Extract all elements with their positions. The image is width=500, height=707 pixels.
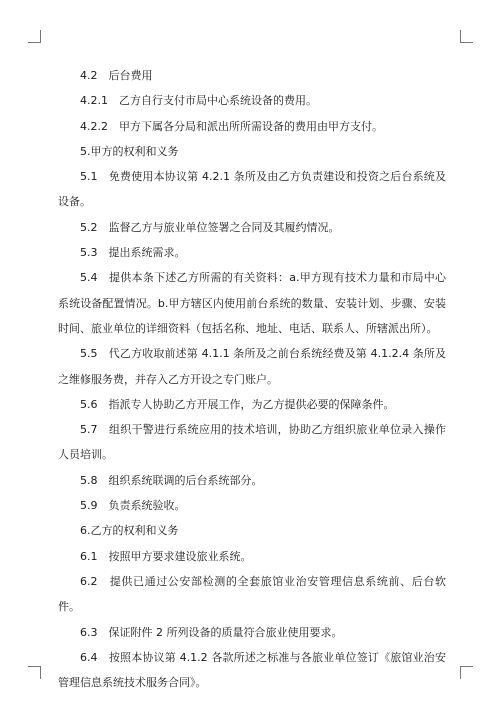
clause-5-8: 5.8 组织系统联调的后台系统部分。 [80,473,263,487]
section-4-2: 4.2 后台费用 [80,69,153,82]
clause-5-4: 5.4 提供本条下述乙方所需的有关资料：a.甲方现有技术力量和市局中心系统设备配置情况。b.甲方辖区内使用前台系统的数量、安装计划、步骤、安装时间、旅业单位的详细资料（包括名称、地址、电话、联系人、所辖派出所）。 [58,271,446,335]
crop-mark-bottom-right [460,666,473,679]
clause-5-2: 5.2 监督乙方与旅业单位签署之合同及其履约情况。 [80,220,340,234]
clause-5-3: 5.3 提出系统需求。 [80,246,186,260]
clause-4-2-1: 4.2.1 乙方自行支付市局中心系统设备的费用。 [80,94,317,108]
clause-6-1: 6.1 按照甲方要求建设旅业系统。 [80,549,252,563]
crop-mark-top-left [28,30,41,43]
clause-6-4: 6.4 按照本协议第 4.1.2 各款所述之标准与各旅业单位签订《旅馆业治安管理信息系统技术服务合同》。 [58,650,446,690]
document-body [58,63,446,695]
clause-5-7: 5.7 组织干警进行系统应用的技术培训，协助乙方组织旅业单位录入操作人员培训。 [58,423,446,462]
clause-5-9: 5.9 负责系统验收。 [80,499,186,513]
crop-mark-bottom-left [28,666,41,679]
crop-mark-top-right [460,30,473,43]
clause-5-1: 5.1 免费使用本协议第 4.2.1 条所及由乙方负责建设和投资之后台系统及设备。 [58,170,446,209]
section-5-heading: 5.甲方的权利和义务 [80,144,179,158]
clause-6-2: 6.2 提供已通过公安部检测的全套旅馆业治安管理信息系统前、后台软件。 [58,574,446,614]
clause-5-6: 5.6 指派专人协助乙方开展工作，为乙方提供必要的保障条件。 [80,397,395,411]
section-6-heading: 6.乙方的权利和义务 [80,524,179,538]
clause-4-2-2: 4.2.2 甲方下属各分局和派出所所需设备的费用由甲方支付。 [80,119,383,133]
clause-6-3: 6.3 保证附件 2 所列设备的质量符合旅业使用要求。 [80,625,343,639]
clause-5-5: 5.5 代乙方收取前述第 4.1.1 条所及之前台系统经费及第 4.1.2.4 条所及之维修服务费，并存入乙方开设之专门账户。 [58,347,446,386]
